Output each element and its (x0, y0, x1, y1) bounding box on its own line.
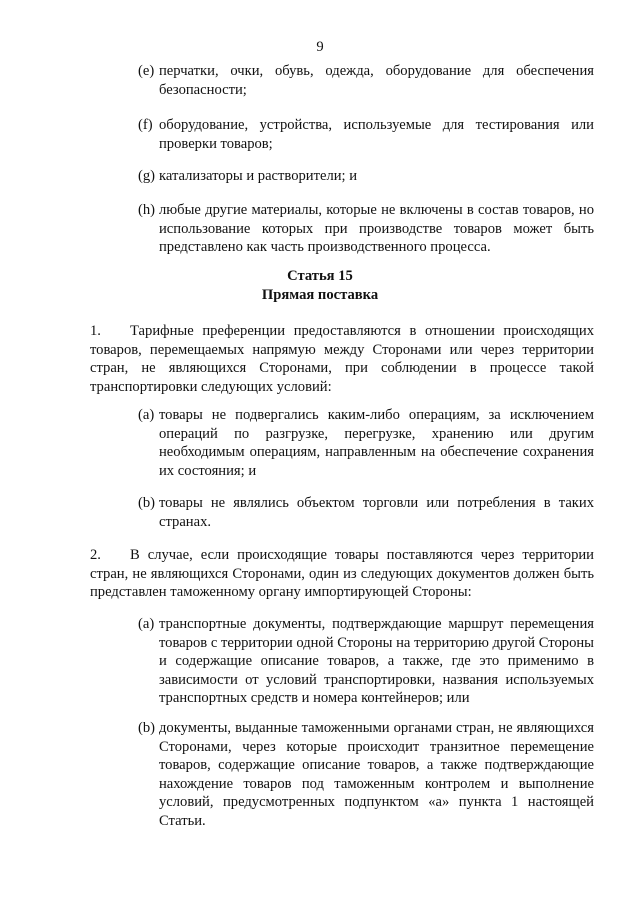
item-text: любые другие материалы, которые не включены в состав товаров, но использование которых при производстве товаров может быть представлено как часть производственного процесса. (159, 202, 594, 255)
list-item-a (138, 615, 594, 708)
item-text: перчатки, очки, обувь, одежда, оборудование для обеспечения безопасности; (159, 63, 594, 98)
paragraph-text: Тарифные преференции предоставляются в отношении происходящих товаров, перемещаемых напрямую между Сторонами или через территории стран, не являющихся Сторонами, при соблюдении в процессе такой транспортировки следующих условий: (90, 323, 594, 395)
item-text: оборудование, устройства, используемые для тестирования или проверки товаров; (159, 117, 594, 152)
item-text: документы, выданные таможенными органами стран, не являющихся Сторонами, через которые происходит транзитное перемещение товаров, содержащие описание товаров, а также подтверждающие нахождение товаров под таможенным контролем и выполнение условий, предусмотренных подпунктом «a» пункта 1 настоящей Статьи. (159, 720, 594, 829)
item-label: (h) (138, 202, 156, 218)
paragraph-2 (90, 546, 594, 602)
item-label: (b) (138, 495, 156, 511)
list-item-e (138, 62, 594, 99)
article-title: Статья 15 (287, 268, 353, 284)
item-label: (f) (138, 117, 153, 133)
paragraph-1 (90, 322, 594, 396)
item-label: (g) (138, 168, 156, 184)
item-text: товары не являлись объектом торговли или потребления в таких странах. (159, 495, 594, 530)
list-item-h (138, 201, 594, 257)
list-item-b (138, 719, 594, 830)
item-label: (a) (138, 616, 155, 632)
item-label: (e) (138, 63, 155, 79)
list-item-b (138, 494, 594, 531)
article-subtitle: Прямая поставка (261, 287, 379, 303)
list-item-f (138, 116, 594, 153)
list-item-a (138, 406, 594, 480)
item-label: (b) (138, 720, 156, 736)
page-number: 9 (316, 39, 324, 55)
item-text: товары не подвергались каким-либо операциям, за исключением операций по разгрузке, перегрузке, хранению или другим необходимым операциям, направленным на обеспечение сохранения их состояния; и (159, 407, 594, 479)
item-label: (a) (138, 407, 155, 423)
paragraph-text: В случае, если происходящие товары поставляются через территории стран, не являющихся Сторонами, один из следующих документов должен быть представлен таможенному органу импортирующей Стороны: (90, 547, 594, 600)
paragraph-number: 2. (90, 547, 101, 563)
item-text: катализаторы и растворители; и (159, 168, 358, 184)
paragraph-number: 1. (90, 323, 101, 339)
item-text: транспортные документы, подтверждающие маршрут перемещения товаров с территории одной Стороны на территорию другой Стороны и содержащие описание товаров, а также, где это применимо в зависимости от условий транспортировки, названия используемых транспортных средств и номера контейнеров; или (159, 616, 594, 706)
list-item-g (138, 167, 594, 186)
